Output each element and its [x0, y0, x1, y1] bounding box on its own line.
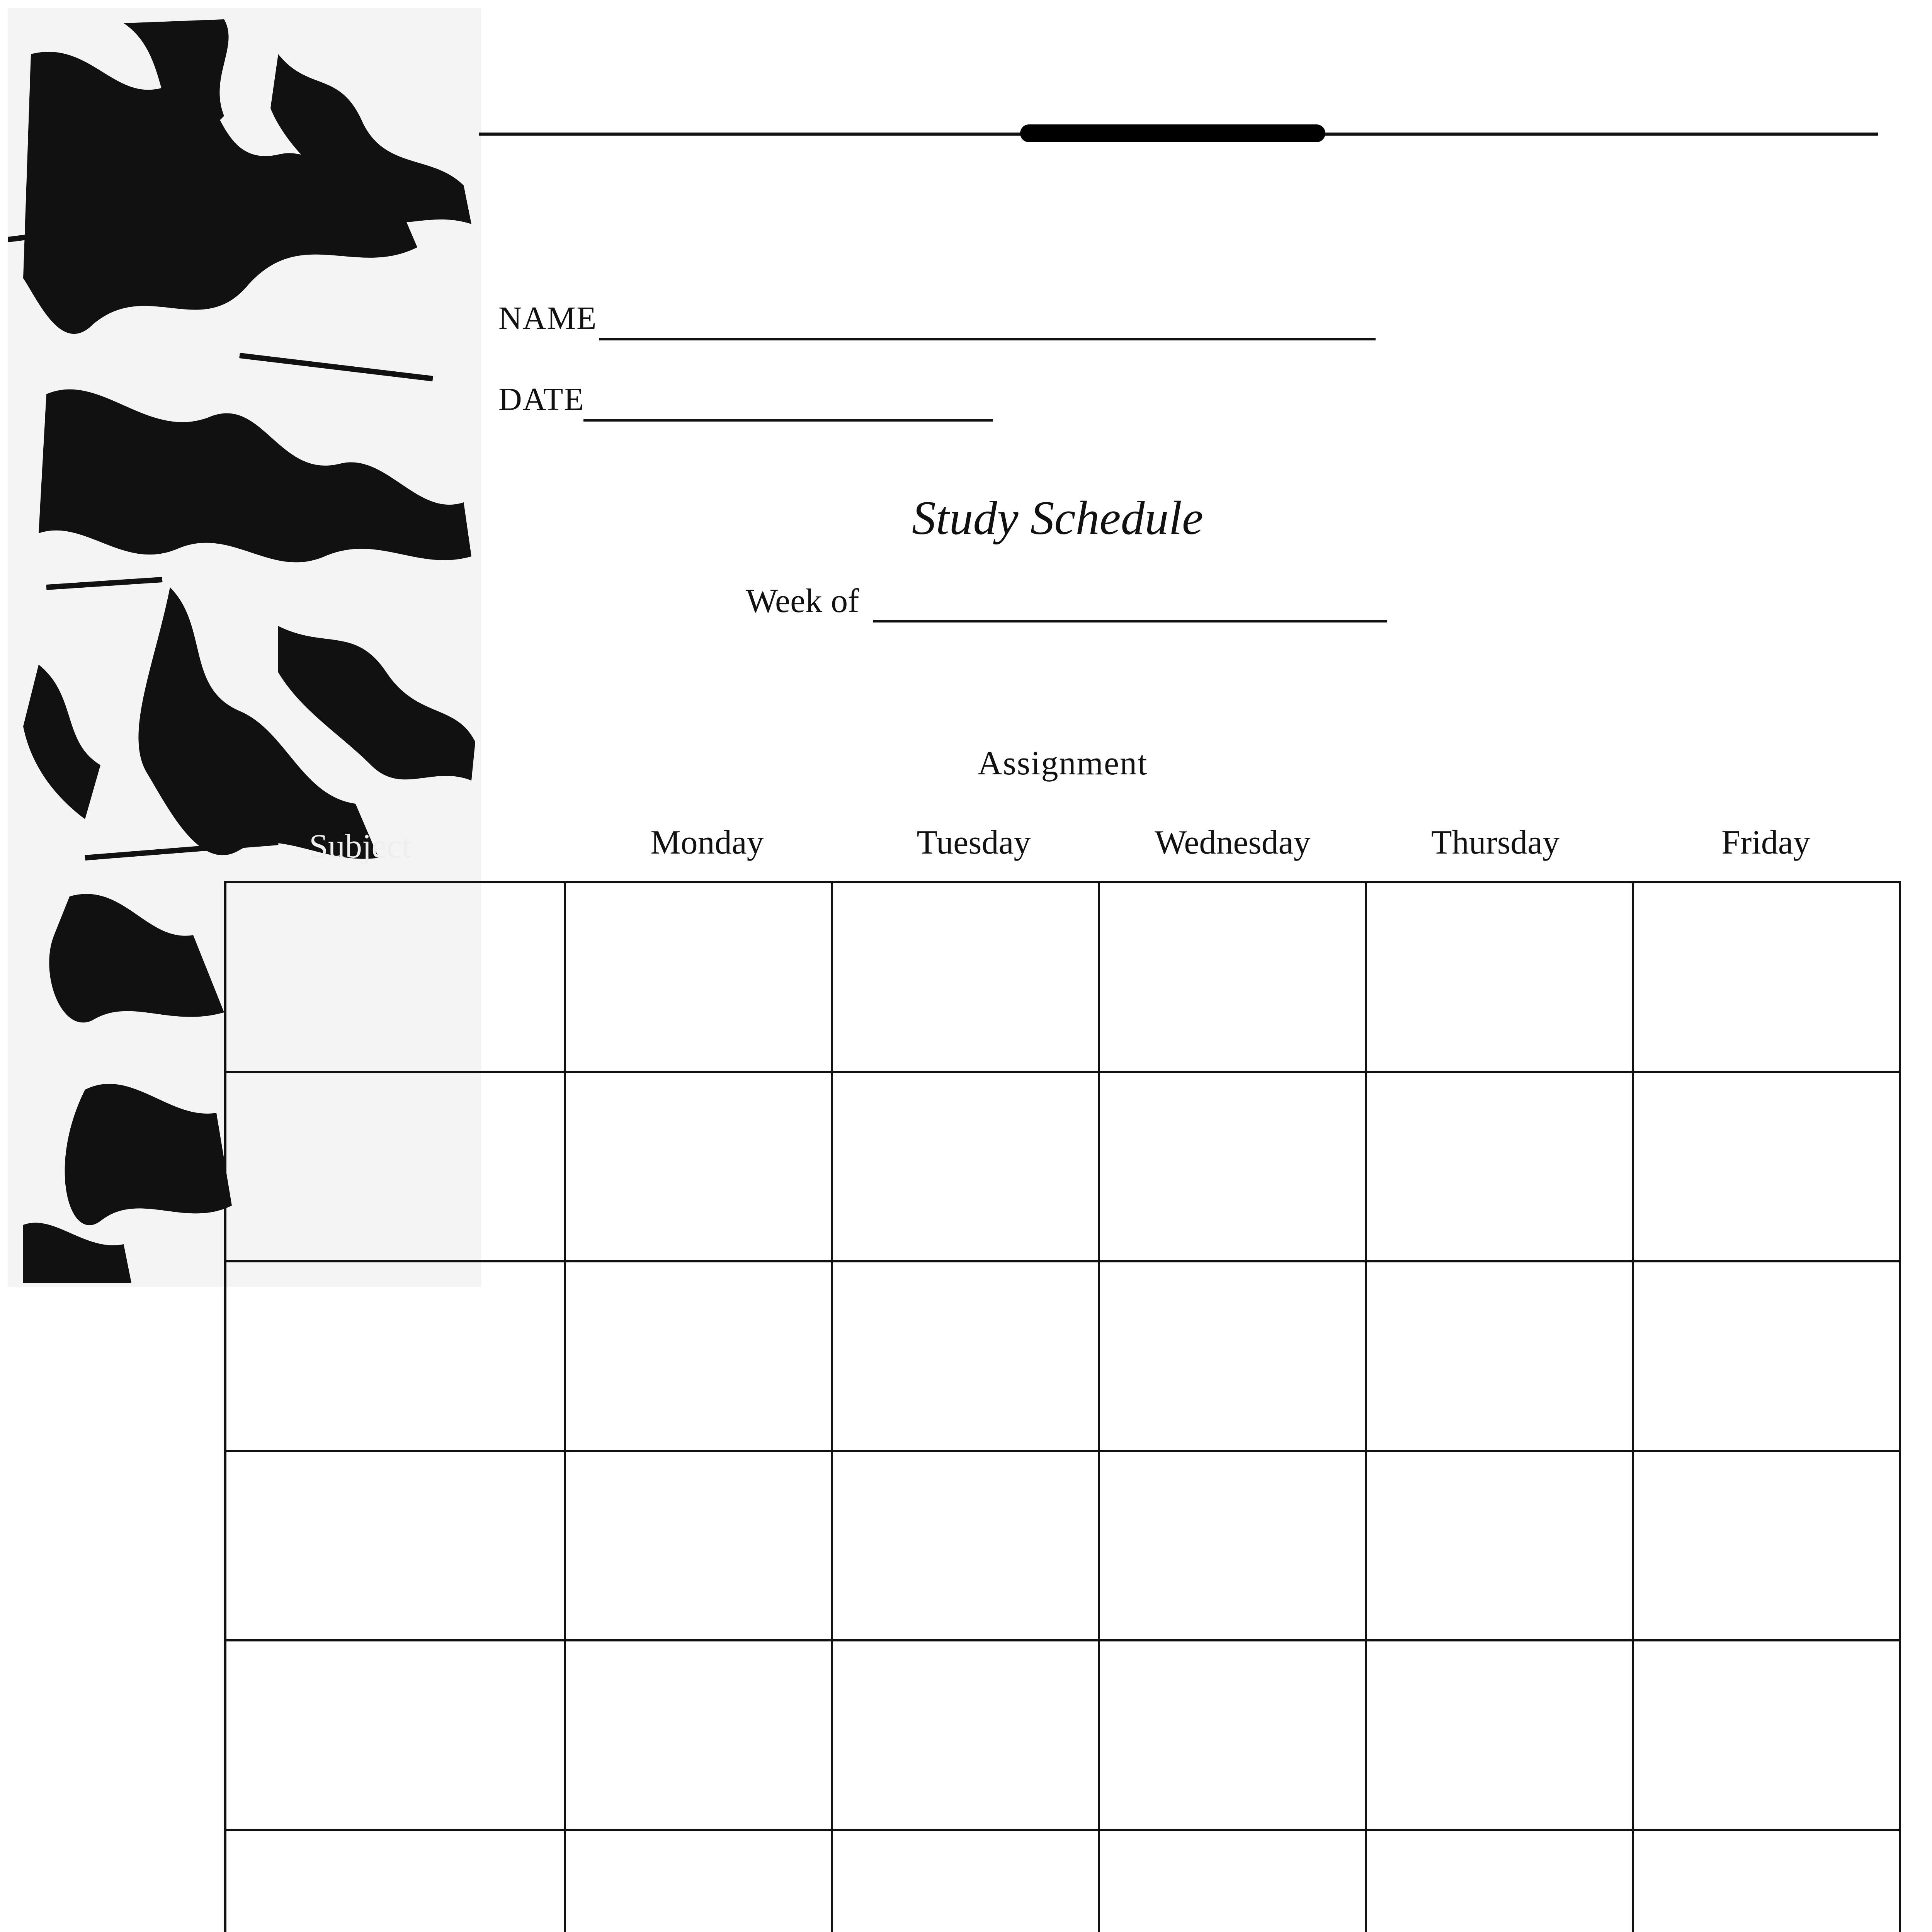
assignment-cell-wednesday[interactable]: [1099, 1261, 1366, 1451]
subject-cell[interactable]: [225, 1830, 565, 1932]
page-title: Study Schedule: [912, 492, 1204, 544]
date-label: DATE: [498, 381, 585, 417]
assignment-cell-thursday[interactable]: [1366, 882, 1633, 1072]
assignment-cell-wednesday[interactable]: [1099, 882, 1366, 1072]
schedule-row: [225, 882, 1900, 1072]
top-rule-accent: [1020, 124, 1325, 142]
day-label-tuesday: Tuesday: [917, 824, 1031, 861]
assignment-cell-tuesday[interactable]: [832, 1072, 1099, 1262]
assignment-cell-friday[interactable]: [1633, 1451, 1900, 1641]
day-label-monday: Monday: [650, 824, 764, 861]
assignment-cell-wednesday[interactable]: [1099, 1830, 1366, 1932]
assignment-cell-tuesday[interactable]: [832, 1261, 1099, 1451]
assignment-cell-thursday[interactable]: [1366, 1640, 1633, 1830]
day-label-wednesday: Wednesday: [1155, 824, 1311, 861]
assignment-cell-monday[interactable]: [565, 1261, 832, 1451]
assignment-cell-tuesday[interactable]: [832, 882, 1099, 1072]
assignment-cell-friday[interactable]: [1633, 1261, 1900, 1451]
assignment-label: Assignment: [978, 745, 1148, 782]
assignment-cell-wednesday[interactable]: [1099, 1640, 1366, 1830]
assignment-cell-tuesday[interactable]: [832, 1451, 1099, 1641]
week-of-label: Week of: [746, 582, 859, 620]
subject-cell[interactable]: [225, 1640, 565, 1830]
assignment-cell-monday[interactable]: [565, 1830, 832, 1932]
assignment-cell-thursday[interactable]: [1366, 1072, 1633, 1262]
subject-cell[interactable]: [225, 882, 565, 1072]
week-of-field-line[interactable]: [873, 620, 1387, 622]
assignment-cell-friday[interactable]: [1633, 882, 1900, 1072]
day-label-thursday: Thursday: [1431, 824, 1560, 861]
subject-cell[interactable]: [225, 1451, 565, 1641]
name-label: NAME: [498, 300, 597, 336]
subject-cell[interactable]: [225, 1261, 565, 1451]
assignment-cell-friday[interactable]: [1633, 1072, 1900, 1262]
assignment-cell-monday[interactable]: [565, 882, 832, 1072]
schedule-row: [225, 1451, 1900, 1641]
day-label-friday: Friday: [1721, 824, 1810, 861]
assignment-cell-friday[interactable]: [1633, 1830, 1900, 1932]
assignment-cell-thursday[interactable]: [1366, 1830, 1633, 1932]
assignment-cell-tuesday[interactable]: [832, 1640, 1099, 1830]
assignment-cell-monday[interactable]: [565, 1640, 832, 1830]
schedule-row: [225, 1640, 1900, 1830]
assignment-cell-friday[interactable]: [1633, 1640, 1900, 1830]
assignment-cell-wednesday[interactable]: [1099, 1451, 1366, 1641]
assignment-cell-tuesday[interactable]: [832, 1830, 1099, 1932]
schedule-grid: [224, 881, 1901, 1932]
assignment-cell-wednesday[interactable]: [1099, 1072, 1366, 1262]
subject-label: Subject: [309, 828, 411, 865]
date-field-line[interactable]: [583, 419, 993, 422]
schedule-row: [225, 1072, 1900, 1262]
assignment-cell-thursday[interactable]: [1366, 1261, 1633, 1451]
assignment-cell-thursday[interactable]: [1366, 1451, 1633, 1641]
assignment-cell-monday[interactable]: [565, 1072, 832, 1262]
subject-cell[interactable]: [225, 1072, 565, 1262]
name-field-line[interactable]: [599, 338, 1376, 340]
schedule-row: [225, 1261, 1900, 1451]
schedule-row: [225, 1830, 1900, 1932]
assignment-cell-monday[interactable]: [565, 1451, 832, 1641]
